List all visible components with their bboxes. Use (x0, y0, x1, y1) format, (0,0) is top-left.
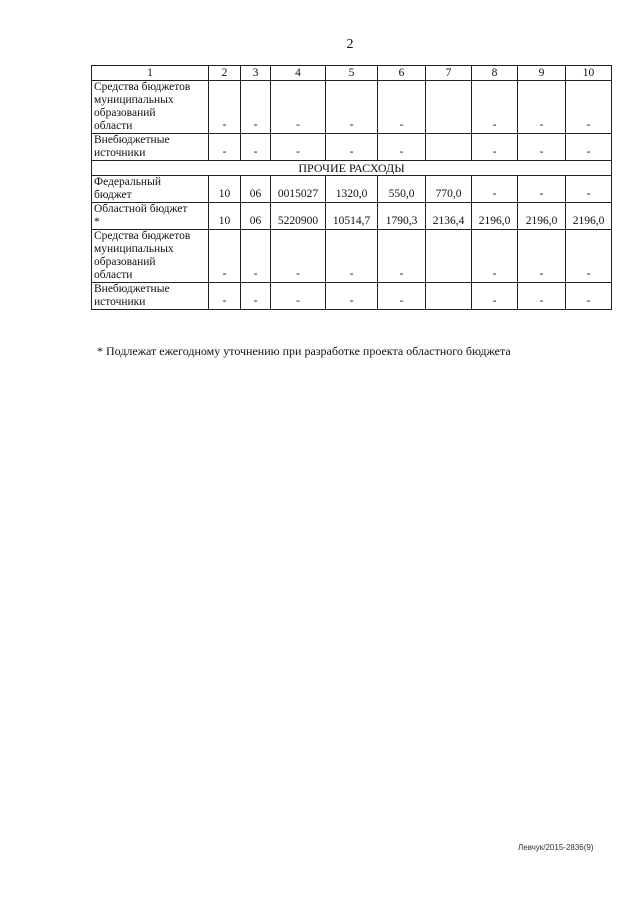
table-cell: 10514,7 (326, 203, 378, 230)
row-label-line: источники (94, 147, 146, 159)
table-cell: - (566, 176, 612, 203)
column-header: 9 (518, 66, 566, 81)
column-header: 1 (92, 66, 209, 81)
table-cell (426, 134, 472, 161)
header-row (92, 66, 612, 81)
table-cell (426, 283, 472, 310)
table-cell: - (209, 134, 241, 161)
table-cell: - (472, 176, 518, 203)
table-cell: 2136,4 (426, 203, 472, 230)
row-label (92, 203, 209, 230)
footnote: * Подлежат ежегодному уточнению при разработке проекта областного бюджета (97, 344, 511, 358)
table-cell: 06 (241, 203, 271, 230)
table-cell: - (241, 134, 271, 161)
table-cell: 5220900 (271, 203, 326, 230)
table-cell: 2196,0 (566, 203, 612, 230)
row-label-line: муниципальных (94, 243, 174, 255)
column-header: 10 (566, 66, 612, 81)
table-cell: - (271, 81, 326, 134)
section-row (92, 161, 612, 176)
table-cell: - (326, 81, 378, 134)
column-header: 7 (426, 66, 472, 81)
row-label (92, 134, 209, 161)
page-number: 2 (346, 37, 354, 52)
table-row (92, 81, 612, 134)
table-cell: - (241, 81, 271, 134)
table-cell: 1320,0 (326, 176, 378, 203)
table-cell: 2196,0 (472, 203, 518, 230)
row-label-line: источники (94, 296, 146, 308)
table-cell: - (472, 283, 518, 310)
table-cell: 2196,0 (518, 203, 566, 230)
table-cell: - (378, 81, 426, 134)
table-cell: - (241, 230, 271, 283)
table-cell: - (326, 230, 378, 283)
column-header: 2 (209, 66, 241, 81)
column-header: 4 (271, 66, 326, 81)
table-cell (426, 230, 472, 283)
table-cell: - (518, 81, 566, 134)
row-label-line: Внебюджетные (94, 134, 170, 146)
table-cell: - (518, 230, 566, 283)
table-cell: 10 (209, 203, 241, 230)
table-cell: - (209, 230, 241, 283)
table-cell: - (566, 81, 612, 134)
table-cell: - (326, 283, 378, 310)
row-label-line: образований (94, 107, 156, 119)
table-cell: - (378, 283, 426, 310)
table-cell: - (271, 230, 326, 283)
table-cell: 10 (209, 176, 241, 203)
column-header: 6 (378, 66, 426, 81)
document-stamp: Левчук/2015-2836(9) (518, 843, 594, 852)
row-label-line: Областной бюджет (94, 203, 188, 215)
table-row (92, 134, 612, 161)
table-cell: - (518, 283, 566, 310)
table-cell: - (472, 230, 518, 283)
table-cell: - (518, 134, 566, 161)
row-label (92, 81, 209, 134)
table-row (92, 283, 612, 310)
table-cell: - (472, 134, 518, 161)
table-cell: - (209, 283, 241, 310)
table-cell: - (566, 134, 612, 161)
table-cell: - (566, 283, 612, 310)
table-cell: 06 (241, 176, 271, 203)
column-header: 8 (472, 66, 518, 81)
row-label (92, 230, 209, 283)
table-cell: 0015027 (271, 176, 326, 203)
row-label-line: Внебюджетные (94, 283, 170, 295)
section-title: ПРОЧИЕ РАСХОДЫ (92, 161, 612, 176)
table-cell: - (518, 176, 566, 203)
row-label-line: Федеральный (94, 176, 161, 188)
table-cell (426, 81, 472, 134)
table-cell: - (326, 134, 378, 161)
table-cell: - (566, 230, 612, 283)
budget-table (91, 65, 612, 310)
table-row (92, 230, 612, 283)
table-cell: 1790,3 (378, 203, 426, 230)
table-cell: - (271, 283, 326, 310)
row-label-line: муниципальных (94, 94, 174, 106)
column-header: 3 (241, 66, 271, 81)
table-cell: - (241, 283, 271, 310)
table-cell: - (378, 134, 426, 161)
table-row (92, 203, 612, 230)
row-label-line: области (94, 269, 133, 281)
table-cell: - (209, 81, 241, 134)
column-header: 5 (326, 66, 378, 81)
table-cell: - (378, 230, 426, 283)
table-cell: - (271, 134, 326, 161)
table-cell: 770,0 (426, 176, 472, 203)
row-label-line: образований (94, 256, 156, 268)
row-label-line: области (94, 120, 133, 132)
table-row (92, 176, 612, 203)
row-label-line: * (94, 216, 100, 228)
row-label (92, 176, 209, 203)
row-label-line: Средства бюджетов (94, 81, 191, 93)
row-label-line: Средства бюджетов (94, 230, 191, 242)
row-label (92, 283, 209, 310)
table-cell: - (472, 81, 518, 134)
row-label-line: бюджет (94, 189, 132, 201)
table-cell: 550,0 (378, 176, 426, 203)
